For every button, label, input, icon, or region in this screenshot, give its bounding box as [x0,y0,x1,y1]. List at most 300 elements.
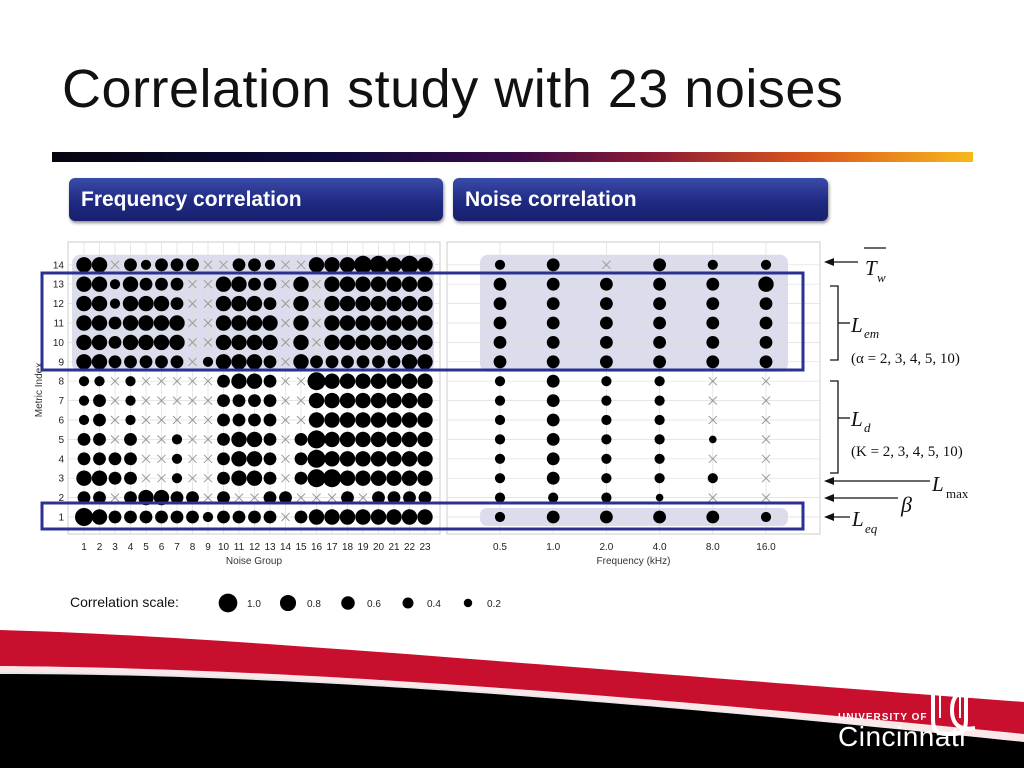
freq-correlation-dot [371,432,386,447]
freq-correlation-dot [355,277,370,292]
freq-correlation-dot [340,432,355,447]
noise-correlation-dot [655,376,665,386]
freq-correlation-dot [123,315,138,330]
freq-correlation-dot [92,471,107,486]
freq-x-tick-label: 9 [205,542,211,553]
leq-label: L [852,507,864,531]
freq-correlation-dot [264,511,277,524]
freq-correlation-dot [93,394,106,407]
lem-subscript: em [864,326,880,341]
freq-correlation-dot [125,396,135,406]
noise-correlation-dot [706,355,719,368]
freq-correlation-dot [248,394,261,407]
noise-correlation-dot [761,260,771,270]
y-axis-title: Metric Index [34,362,45,418]
freq-correlation-dot [171,511,184,524]
freq-correlation-dot [109,452,122,465]
freq-x-tick-label: 17 [326,542,338,553]
legend-scale-label: 0.4 [427,599,441,610]
freq-correlation-dot [371,315,386,330]
noise-correlation-dot [760,317,773,330]
freq-x-tick-label: 19 [357,542,369,553]
freq-correlation-dot [308,372,326,390]
noise-correlation-dot [653,278,666,291]
noise-correlation-dot [706,511,719,524]
frequency-correlation-chart [34,242,440,567]
freq-correlation-dot [217,511,230,524]
noise-correlation-dot [760,336,773,349]
freq-correlation-dot [340,315,355,330]
freq-correlation-dot [324,315,339,330]
freq-correlation-dot [310,355,323,368]
freq-correlation-dot [293,354,308,369]
freq-correlation-dot [248,278,261,291]
freq-correlation-dot [79,396,89,406]
freq-correlation-dot [264,472,277,485]
freq-correlation-dot [141,260,151,270]
freq-correlation-dot [264,394,277,407]
noise-correlation-dot [601,376,611,386]
noise-correlation-dot [655,415,665,425]
freq-correlation-dot [123,277,138,292]
freq-correlation-dot [92,509,107,524]
freq-correlation-dot [217,414,230,427]
freq-correlation-dot [216,354,231,369]
noise-correlation-dot [758,277,773,292]
freq-correlation-dot [386,257,401,272]
y-tick-label: 10 [52,337,64,349]
noise-correlation-dot [495,260,505,270]
freq-correlation-dot [355,412,370,427]
freq-correlation-dot [340,335,355,350]
freq-correlation-dot [386,277,401,292]
freq-correlation-dot [231,296,246,311]
freq-correlation-dot [340,374,355,389]
freq-correlation-dot [231,335,246,350]
freq-correlation-dot [417,354,432,369]
freq-correlation-dot [247,432,262,447]
freq-x-tick-label: 2 [96,542,103,553]
lmax-label: L [932,472,944,496]
freq-correlation-dot [155,258,168,271]
freq-correlation-dot [324,412,339,427]
freq-correlation-dot [324,451,339,466]
freq-correlation-dot [247,296,262,311]
freq-correlation-dot [231,374,246,389]
freq-correlation-dot [140,511,153,524]
freq-correlation-dot [78,433,91,446]
lem-params: (α = 2, 3, 4, 5, 10) [851,351,960,367]
freq-correlation-dot [233,258,246,271]
noise-correlation-dot [601,493,611,503]
freq-correlation-dot [402,471,417,486]
tw-label: T [865,256,877,280]
freq-correlation-dot [264,375,277,388]
noise-correlation-dot [761,512,771,522]
leq-subscript: eq [865,521,878,536]
freq-correlation-dot [308,450,326,468]
noise-correlation-dot [653,336,666,349]
freq-correlation-dot [262,315,277,330]
noise-correlation-header: Noise correlation [453,178,828,221]
freq-correlation-dot [371,374,386,389]
noise-correlation-dot [708,473,718,483]
noise-correlation-dot [547,375,560,388]
noise-correlation-dot [600,317,613,330]
noise-x-tick-label: 0.5 [493,542,507,553]
legend-scale-dot [403,598,414,609]
freq-correlation-dot [247,335,262,350]
freq-correlation-dot [76,277,91,292]
noise-x-axis-title: Frequency (kHz) [596,556,671,567]
freq-correlation-dot [262,335,277,350]
freq-correlation-dot [417,277,432,292]
freq-correlation-dot [109,472,122,485]
freq-correlation-dot [124,355,137,368]
freq-correlation-dot [371,335,386,350]
freq-correlation-dot [386,432,401,447]
noise-correlation-dot [708,260,718,270]
freq-correlation-dot [248,258,261,271]
freq-correlation-dot [124,258,137,271]
noise-correlation-dot [547,258,560,271]
freq-x-tick-label: 15 [295,542,307,553]
y-tick-label: 14 [52,260,64,272]
freq-correlation-dot [247,374,262,389]
freq-correlation-dot [231,432,246,447]
freq-correlation-dot [355,451,370,466]
freq-correlation-dot [172,434,182,444]
legend-scale-label: 0.6 [367,599,381,610]
freq-correlation-dot [75,508,93,526]
freq-correlation-dot [293,277,308,292]
noise-correlation-dot [706,317,719,330]
freq-correlation-dot [354,256,372,274]
freq-correlation-dot [309,509,324,524]
y-tick-label: 9 [58,357,64,369]
noise-correlation-dot [495,493,505,503]
freq-correlation-dot [140,355,153,368]
freq-correlation-dot [417,509,432,524]
freq-correlation-dot [371,277,386,292]
freq-correlation-dot [154,335,169,350]
noise-correlation-dot [600,297,613,310]
freq-correlation-dot [323,469,341,487]
freq-correlation-dot [125,376,135,386]
freq-x-tick-label: 14 [279,542,292,553]
freq-correlation-dot [402,393,417,408]
noise-correlation-dot [547,278,560,291]
noise-correlation-dot [495,415,505,425]
noise-correlation-dot [601,454,611,464]
y-tick-label: 12 [52,299,64,311]
freq-correlation-dot [138,315,153,330]
freq-correlation-dot [324,393,339,408]
noise-correlation-dot [494,278,507,291]
freq-correlation-dot [326,355,339,368]
noise-correlation-dot [495,434,505,444]
noise-correlation-dot [656,494,664,502]
freq-correlation-dot [217,472,230,485]
freq-correlation-dot [216,335,231,350]
freq-correlation-dot [203,512,213,522]
freq-correlation-dot [216,315,231,330]
freq-correlation-dot [231,451,246,466]
noise-correlation-dot [601,434,611,444]
freq-correlation-dot [264,278,277,291]
noise-correlation-dot [655,454,665,464]
noise-correlation-dot [600,336,613,349]
noise-correlation-dot [601,473,611,483]
noise-correlation-dot [495,512,505,522]
freq-correlation-dot [231,471,246,486]
freq-correlation-dot [371,471,386,486]
freq-correlation-dot [264,414,277,427]
freq-correlation-dot [171,355,184,368]
freq-correlation-dot [402,451,417,466]
freq-correlation-dot [324,277,339,292]
freq-correlation-dot [171,278,184,291]
lmax-subscript: max [946,486,969,501]
legend-scale-label: 0.2 [487,599,501,610]
freq-correlation-dot [324,374,339,389]
freq-x-axis-title: Noise Group [225,556,283,567]
freq-correlation-dot [355,296,370,311]
freq-correlation-dot [79,376,89,386]
noise-correlation-dot [547,336,560,349]
legend-scale-dot [464,599,472,607]
y-tick-label: 1 [58,512,64,524]
freq-x-tick-label: 22 [403,542,416,553]
freq-correlation-dot [371,296,386,311]
freq-correlation-dot [386,393,401,408]
noise-correlation-dot [495,376,505,386]
freq-correlation-dot [125,415,135,425]
freq-correlation-dot [417,335,432,350]
freq-correlation-dot [92,296,107,311]
freq-correlation-dot [110,299,120,309]
freq-correlation-dot [340,257,355,272]
noise-x-tick-label: 1.0 [546,542,561,553]
freq-correlation-dot [402,374,417,389]
freq-correlation-dot [309,257,324,272]
freq-correlation-dot [138,335,153,350]
university-of-text: UNIVERSITY OF [838,712,928,723]
noise-x-tick-label: 16.0 [756,542,776,553]
freq-correlation-dot [79,415,89,425]
freq-correlation-dot [340,471,355,486]
ld-label: L [851,407,863,431]
freq-correlation-dot [295,452,308,465]
noise-correlation-dot [655,434,665,444]
freq-correlation-dot [247,354,262,369]
freq-correlation-dot [417,257,432,272]
freq-correlation-dot [233,511,246,524]
freq-correlation-dot [109,511,122,524]
freq-correlation-dot [308,469,326,487]
noise-x-tick-label: 2.0 [599,542,614,553]
noise-correlation-dot [706,297,719,310]
freq-correlation-dot [109,355,122,368]
freq-correlation-dot [417,374,432,389]
freq-correlation-dot [76,335,91,350]
noise-correlation-dot [494,355,507,368]
freq-correlation-dot [92,335,107,350]
freq-correlation-dot [124,472,137,485]
freq-correlation-dot [355,471,370,486]
freq-correlation-dot [233,394,246,407]
freq-correlation-dot [355,315,370,330]
beta-label: β [901,492,912,517]
noise-correlation-dot [547,297,560,310]
freq-correlation-dot [355,509,370,524]
freq-correlation-dot [203,357,213,367]
slide-title: Correlation study with 23 noises [62,59,844,119]
freq-correlation-dot [93,433,106,446]
freq-correlation-dot [231,354,246,369]
freq-correlation-dot [417,451,432,466]
freq-x-tick-label: 12 [248,542,261,553]
freq-correlation-dot [370,256,388,274]
freq-correlation-dot [186,258,199,271]
freq-correlation-dot [264,297,277,310]
freq-x-tick-label: 13 [264,542,276,553]
noise-correlation-dot [547,355,560,368]
freq-correlation-dot [76,257,91,272]
freq-correlation-dot [324,296,339,311]
legend-scale-dot [341,596,355,610]
freq-x-tick-label: 20 [372,542,385,553]
noise-correlation-dot [547,452,560,465]
freq-correlation-dot [295,433,308,446]
noise-correlation-dot [653,355,666,368]
freq-correlation-dot [231,277,246,292]
freq-correlation-dot [402,315,417,330]
freq-correlation-dot [92,277,107,292]
noise-correlation-dot [706,278,719,291]
freq-correlation-dot [324,509,339,524]
freq-correlation-dot [186,511,199,524]
freq-correlation-dot [386,412,401,427]
freq-correlation-dot [92,257,107,272]
freq-correlation-dot [402,277,417,292]
freq-correlation-dot [417,412,432,427]
noise-correlation-dot [547,317,560,330]
freq-correlation-dot [293,296,308,311]
legend-scale-label: 1.0 [247,599,261,610]
y-tick-label: 5 [58,434,64,446]
freq-correlation-dot [171,297,184,310]
freq-correlation-dot [110,279,120,289]
freq-correlation-dot [231,315,246,330]
freq-correlation-dot [154,296,169,311]
noise-correlation-dot [760,297,773,310]
freq-correlation-dot [386,315,401,330]
noise-correlation-dot [709,436,717,444]
freq-correlation-dot [155,278,168,291]
noise-correlation-dot [494,297,507,310]
freq-correlation-dot [93,452,106,465]
freq-correlation-dot [386,335,401,350]
freq-correlation-dot [217,375,230,388]
noise-correlation-dot [653,317,666,330]
noise-correlation-dot [600,511,613,524]
freq-correlation-dot [247,471,262,486]
freq-correlation-dot [324,257,339,272]
freq-correlation-dot [169,335,184,350]
lem-label: L [851,313,863,337]
freq-x-tick-label: 7 [174,542,180,553]
noise-x-tick-label: 8.0 [705,542,720,553]
freq-correlation-dot [340,412,355,427]
freq-x-tick-label: 18 [341,542,354,553]
freq-correlation-dot [76,354,91,369]
freq-correlation-dot [417,315,432,330]
freq-correlation-dot [76,315,91,330]
noise-correlation-dot [548,493,558,503]
ld-bracket [830,381,838,473]
freq-correlation-dot [265,260,275,270]
freq-correlation-dot [138,296,153,311]
freq-correlation-dot [109,317,122,330]
freq-correlation-dot [386,374,401,389]
freq-correlation-dot [217,433,230,446]
freq-correlation-dot [372,355,385,368]
freq-correlation-dot [293,315,308,330]
freq-correlation-dot [124,433,137,446]
noise-correlation-dot [495,396,505,406]
freq-correlation-dot [264,355,277,368]
freq-correlation-dot [78,452,91,465]
freq-x-tick-label: 3 [112,542,118,553]
freq-correlation-dot [402,432,417,447]
freq-correlation-dot [402,335,417,350]
freq-correlation-dot [123,296,138,311]
freq-correlation-dot [340,451,355,466]
freq-correlation-dot [371,393,386,408]
freq-correlation-dot [308,430,326,448]
ld-subscript: d [864,420,871,435]
freq-correlation-dot [402,354,417,369]
y-tick-label: 7 [58,396,64,408]
noise-x-tick-label: 4.0 [652,542,667,553]
freq-correlation-dot [402,296,417,311]
freq-correlation-dot [248,511,261,524]
legend-scale-dot [280,595,296,611]
freq-correlation-dot [295,511,308,524]
noise-correlation-dot [760,355,773,368]
freq-x-tick-label: 23 [419,542,431,553]
lem-bracket [830,286,838,360]
noise-correlation-dot [653,297,666,310]
freq-correlation-dot [355,374,370,389]
frequency-correlation-header: Frequency correlation [69,178,443,221]
freq-correlation-dot [233,414,246,427]
y-tick-label: 11 [53,318,64,330]
freq-correlation-dot [355,432,370,447]
university-logo [838,712,966,753]
freq-correlation-dot [355,335,370,350]
tw-arrowhead [824,258,834,266]
correlation-scale-legend [219,594,502,613]
freq-correlation-dot [357,355,370,368]
freq-correlation-dot [309,412,324,427]
freq-correlation-dot [248,414,261,427]
freq-correlation-dot [417,393,432,408]
freq-x-tick-label: 5 [143,542,149,553]
freq-correlation-dot [340,277,355,292]
freq-correlation-dot [217,452,230,465]
